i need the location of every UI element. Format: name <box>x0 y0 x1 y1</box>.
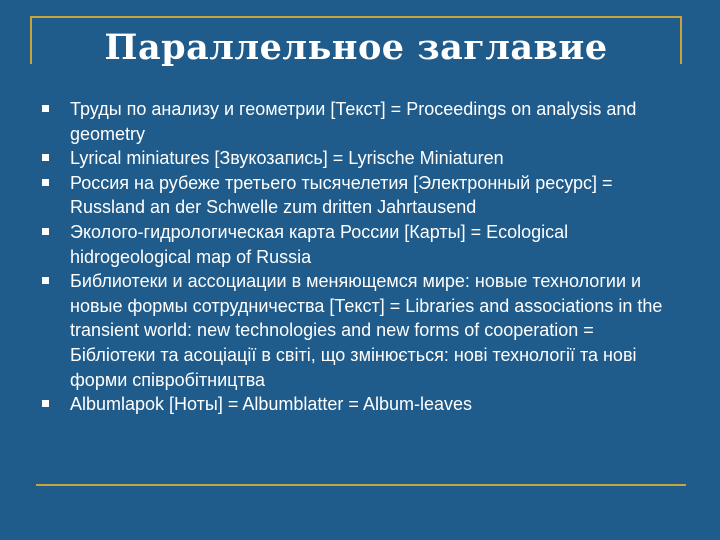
frame-top-line <box>30 16 680 18</box>
list-item <box>42 146 682 171</box>
list-item-text: Albumlapok [Ноты] = Albumblatter = Album-leaves <box>70 394 472 415</box>
list-item-text: Библиотеки и ассоциации в меняющемся мире: новые технологии и новые формы сотрудничества [Текст] = Libraries and associations in the transient world: new technologies and new forms of cooperation = Бібліотеки та асоціації в світі, що змінюється: нові технології та нові форми співробітництва <box>70 271 663 390</box>
list-item <box>42 220 682 269</box>
list-item-text: Россия на рубеже третьего тысячелетия [Электронный ресурс] = Russland an der Schwelle zum dritten Jahrtausend <box>70 172 613 218</box>
frame-bottom-line <box>36 484 686 486</box>
square-bullet-icon <box>42 105 49 112</box>
list-item-text: Эколого-гидрологическая карта России [Карты] = Ecological hidrogeological map of Russia <box>70 221 569 267</box>
slide-title: Параллельное заглавие <box>104 27 608 68</box>
square-bullet-icon <box>42 277 49 284</box>
bullet-list <box>42 97 682 417</box>
list-item <box>42 171 682 220</box>
square-bullet-icon <box>42 400 49 407</box>
list-item-text: Lyrical miniatures [Звукозапись] = Lyrische Miniaturen <box>70 148 504 169</box>
list-item <box>42 97 682 146</box>
square-bullet-icon <box>42 154 49 161</box>
list-item <box>42 269 682 392</box>
list-item-text: Труды по анализу и геометрии [Текст] = Proceedings on analysis and geometry <box>70 99 637 144</box>
square-bullet-icon <box>42 179 49 186</box>
list-item <box>42 392 682 417</box>
square-bullet-icon <box>42 228 49 235</box>
